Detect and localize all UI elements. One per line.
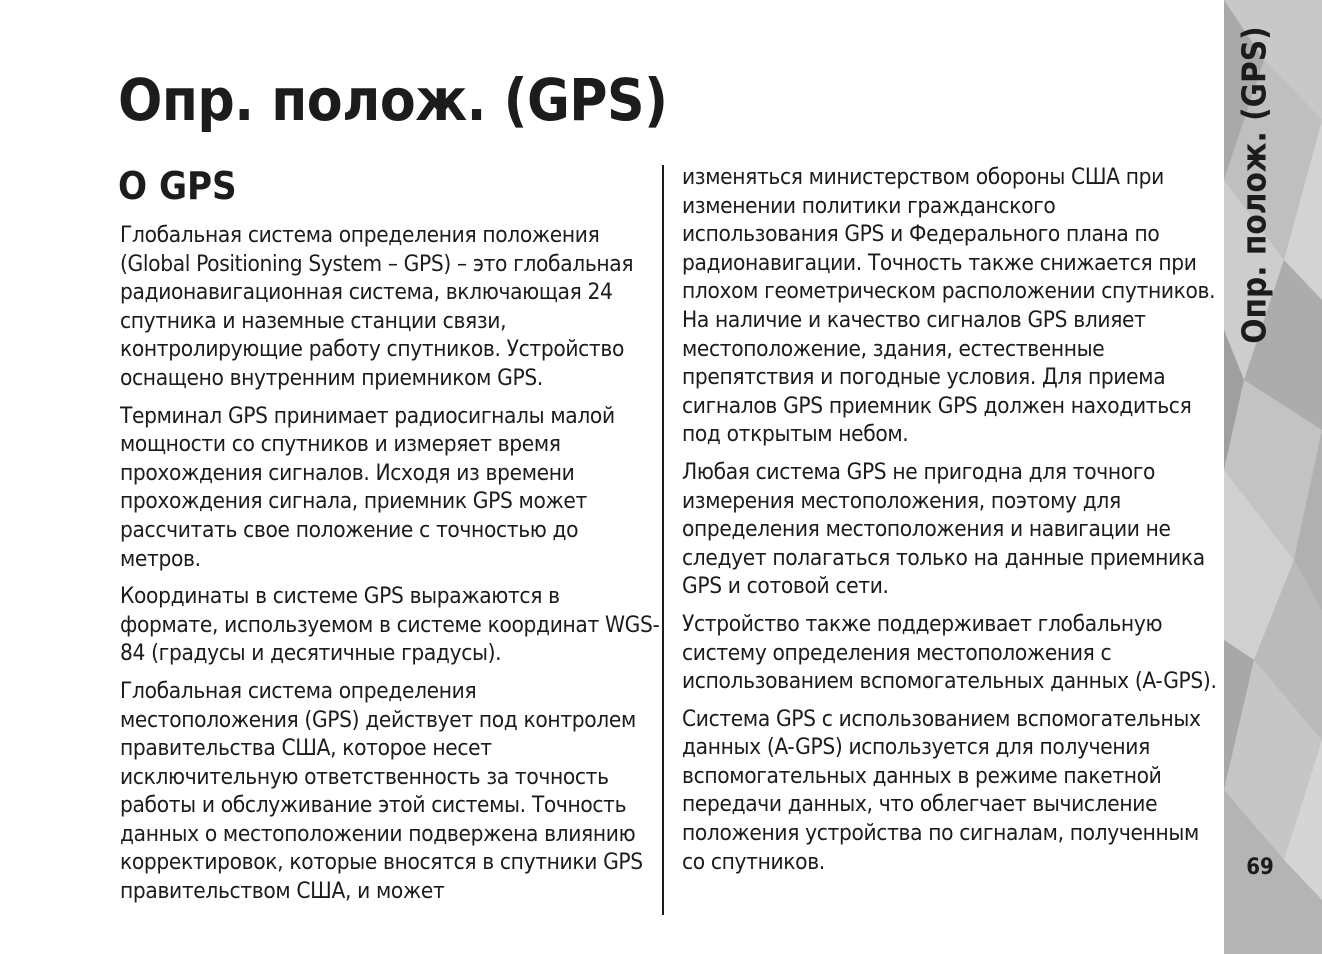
page-number: 69 bbox=[1246, 855, 1274, 880]
left-column bbox=[120, 221, 660, 915]
paragraph: Глобальная система определения положения (Global Positioning System – GPS) – это глобальная радионавигационная система, включающая 24 спутника и наземные станции связи, контролирующие работу спутников. Устройство оснащено внутренним приемником GPS. bbox=[120, 222, 634, 391]
paragraph: Глобальная система определения местоположения (GPS) действует под контролем правительства США, которое несет исключительную ответственность за точность работы и обслуживание этой системы. Точность данных о местоположении подвержена влиянию корректировок, которые вносятся в спутники GPS правительством США, и может bbox=[120, 677, 643, 905]
page-title: Опр. полож. (GPS) bbox=[118, 66, 668, 134]
side-tab-title-text: Опр. полож. (GPS) bbox=[1234, 26, 1274, 344]
paragraph: Терминал GPS принимает радиосигналы малой мощности со спутников и измеряет время прохождения сигналов. Исходя из времени прохождения сигнала, приемник GPS может рассчитать свое положение с точностью до метров. bbox=[120, 402, 615, 572]
paragraph: изменяться министерством обороны США при изменении политики гражданского использования GPS и Федерального плана по радионавигации. Точность также снижается при плохом геометрическом расположении спутников. На наличие и качество сигналов GPS влияет местоположение, здания, естественные препятствия и погодные условия. Для приема сигналов GPS приемник GPS должен находиться под открытым небом. bbox=[682, 164, 1216, 448]
section-heading: О GPS bbox=[118, 164, 237, 208]
paragraph: Любая система GPS не пригодна для точного измерения местоположения, поэтому для определения местоположения и навигации не следует полагаться только на данные приемника GPS и сотовой сети. bbox=[682, 458, 1205, 600]
paragraph: Координаты в системе GPS выражаются в формате, используемом в системе координат WGS-84 (градусы и десятичные градусы). bbox=[120, 583, 660, 667]
paragraph: Устройство также поддерживает глобальную систему определения местоположения с использованием вспомогательных данных (A-GPS). bbox=[682, 610, 1217, 695]
right-column bbox=[682, 163, 1217, 885]
column-divider bbox=[662, 165, 664, 915]
paragraph: Система GPS с использованием вспомогательных данных (A-GPS) используется для получения вспомогательных данных в режиме пакетной передачи данных, что облегчает вычисление положения устройства по сигналам, полученным со спутников. bbox=[682, 705, 1201, 875]
